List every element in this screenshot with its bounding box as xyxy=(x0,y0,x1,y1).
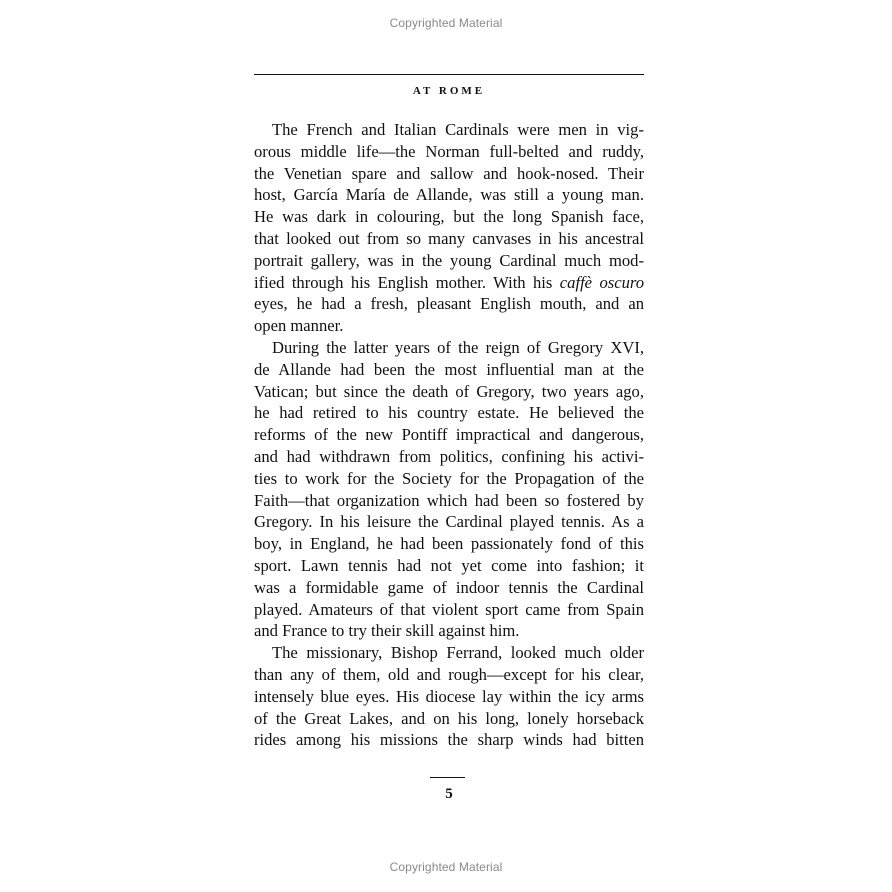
footer-rule xyxy=(430,777,465,778)
text-line: Gregory. In his leisure the Cardinal played tennis. As a xyxy=(254,512,644,532)
text-line: rides among his missions the sharp winds had bitten xyxy=(254,730,644,750)
text-line: ified through his English mother. With his caffè oscuro xyxy=(254,272,645,292)
text-line: he had retired to his country estate. He believed the xyxy=(254,403,644,423)
text-line: Faith—that organization which had been so fostered by xyxy=(254,490,644,510)
text-line: eyes, he had a fresh, pleasant English mouth, and an xyxy=(254,294,644,314)
text-line: de Allande had been the most influential man at the xyxy=(254,359,644,379)
text-line: was a formidable game of indoor tennis the Cardinal xyxy=(254,577,644,597)
text-line: The French and Italian Cardinals were men in vig- xyxy=(272,120,644,139)
text-line: and had withdrawn from politics, confining his activi- xyxy=(254,446,644,466)
text-line: Vatican; but since the death of Gregory, two years ago, xyxy=(254,381,644,401)
text-line: and France to try their skill against him. xyxy=(254,621,520,641)
copyright-watermark-top: Copyrighted Material xyxy=(389,16,503,30)
text-line: boy, in England, he had been passionately fond of this xyxy=(254,534,644,554)
text-line: sport. Lawn tennis had not yet come into fashion; it xyxy=(254,555,644,575)
page-number: 5 xyxy=(445,786,453,802)
running-head: AT ROME xyxy=(412,85,486,97)
text-line: of the Great Lakes, and on his long, lonely horseback xyxy=(254,708,644,728)
text-line: portrait gallery, was in the young Cardinal much mod- xyxy=(254,250,644,270)
text-line: The missionary, Bishop Ferrand, looked much older xyxy=(272,643,644,663)
header-rule xyxy=(254,74,644,75)
body-text xyxy=(254,119,644,751)
text-line: intensely blue eyes. His diocese lay within the icy arms xyxy=(254,686,644,706)
text-line: He was dark in colouring, but the long Spanish face, xyxy=(254,207,644,227)
text-line: orous middle life—the Norman full-belted and ruddy, xyxy=(254,141,644,161)
text-line: the Venetian spare and sallow and hook-nosed. Their xyxy=(254,163,644,183)
text-line: than any of them, old and rough—except for his clear, xyxy=(254,664,644,684)
text-line: ties to work for the Society for the Propagation of the xyxy=(254,468,644,488)
text-line: reforms of the new Pontiff impractical and dangerous, xyxy=(254,425,644,445)
text-line: host, García María de Allande, was still a young man. xyxy=(254,185,644,205)
text-line: played. Amateurs of that violent sport came from Spain xyxy=(254,599,644,619)
text-line: open manner. xyxy=(254,316,344,336)
copyright-watermark-bottom: Copyrighted Material xyxy=(389,860,503,874)
italic-phrase: caffè oscuro xyxy=(559,272,645,292)
text-line: During the latter years of the reign of Gregory XVI, xyxy=(272,337,644,357)
text-line: that looked out from so many canvases in his ancestral xyxy=(254,228,644,248)
